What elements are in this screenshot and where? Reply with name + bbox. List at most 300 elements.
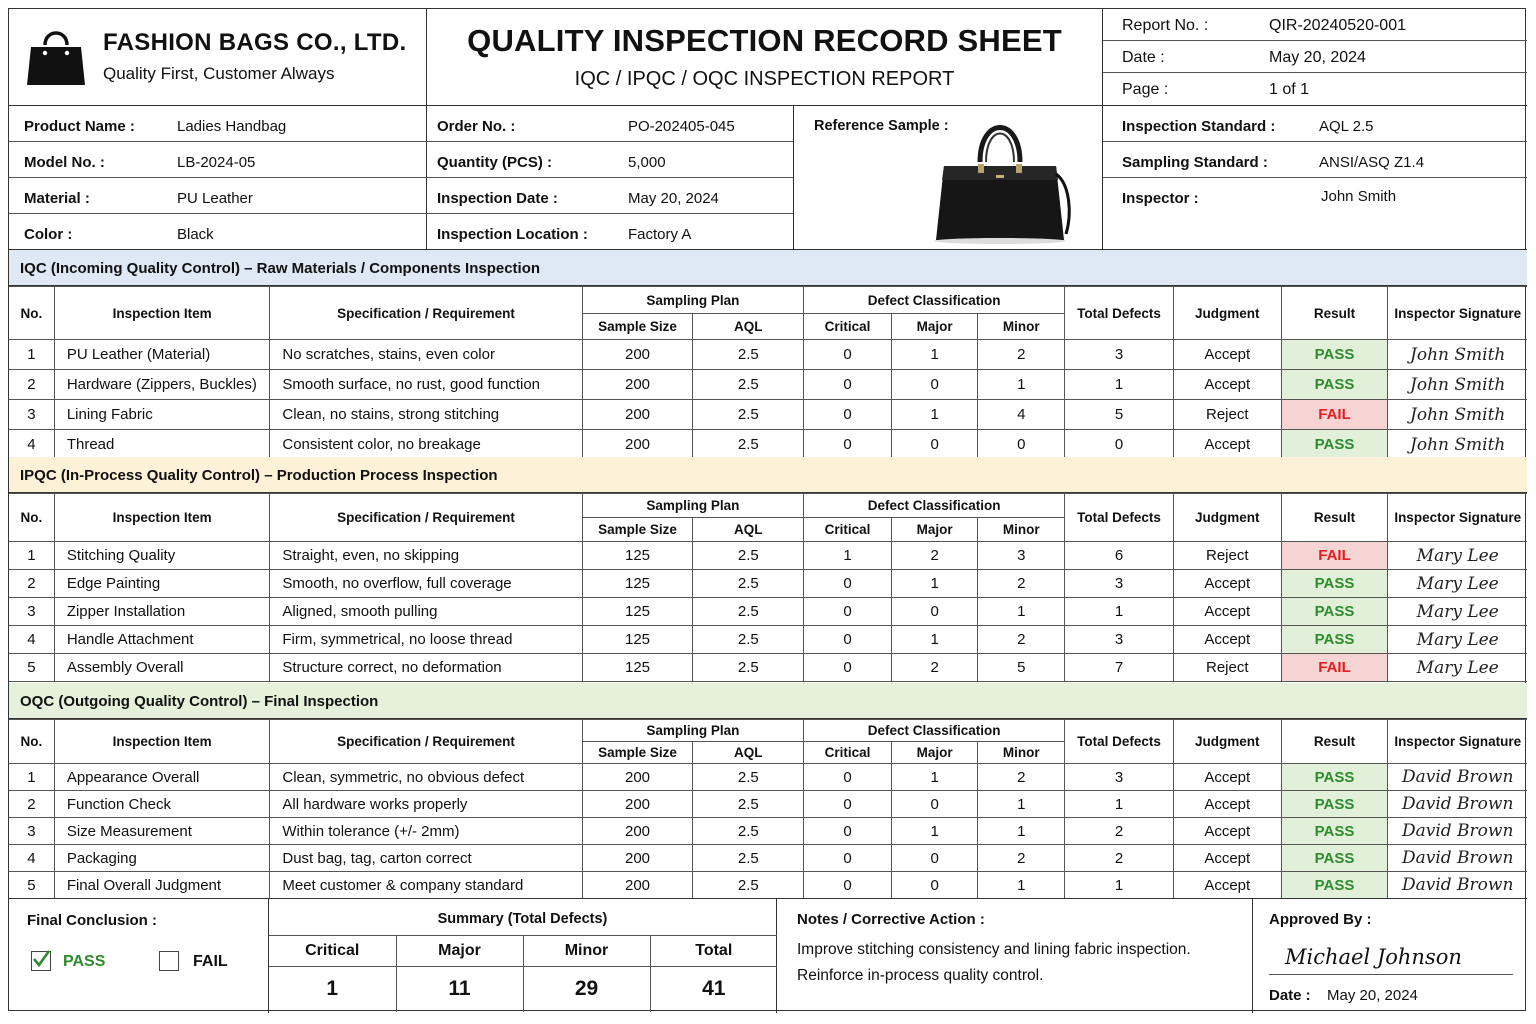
cell-judgment: Accept bbox=[1173, 818, 1281, 845]
inspector-signature: Mary Lee bbox=[1388, 654, 1527, 682]
report-meta bbox=[1103, 9, 1527, 106]
cell-judgment: Accept bbox=[1173, 791, 1281, 818]
cell-aql: 2.5 bbox=[693, 791, 804, 818]
oqc-table bbox=[9, 719, 1527, 899]
cell-total: 7 bbox=[1065, 654, 1174, 682]
cell-judgment: Accept bbox=[1173, 598, 1281, 626]
handbag-sample-image bbox=[920, 114, 1080, 244]
cell-total: 6 bbox=[1065, 542, 1174, 570]
handbag-icon bbox=[25, 23, 87, 87]
cell-minor: 2 bbox=[978, 764, 1065, 791]
cell-sample: 200 bbox=[582, 340, 693, 370]
cell-no: 5 bbox=[9, 872, 54, 899]
sheet-footer bbox=[9, 898, 1527, 1012]
notes-label: Notes / Corrective Action : bbox=[797, 911, 985, 928]
col-header-spec: Specification / Requirement bbox=[270, 287, 582, 340]
final-conclusion-label: Final Conclusion : bbox=[27, 912, 157, 929]
product-info bbox=[9, 106, 1527, 250]
col-header-item: Inspection Item bbox=[54, 287, 270, 340]
table-row bbox=[9, 542, 1527, 570]
col-header-critical: Critical bbox=[804, 314, 892, 340]
result-badge: PASS bbox=[1281, 570, 1388, 598]
cell-aql: 2.5 bbox=[693, 598, 804, 626]
table-row bbox=[9, 370, 1527, 400]
cell-total: 1 bbox=[1065, 791, 1174, 818]
cell-item: Thread bbox=[54, 430, 270, 460]
cell-spec: Consistent color, no breakage bbox=[270, 430, 582, 460]
col-header-result: Result bbox=[1281, 494, 1388, 542]
cell-item: Lining Fabric bbox=[54, 400, 270, 430]
title-block bbox=[427, 9, 1103, 106]
cell-spec: Clean, no stains, strong stitching bbox=[270, 400, 582, 430]
cell-aql: 2.5 bbox=[693, 845, 804, 872]
cell-spec: Within tolerance (+/- 2mm) bbox=[270, 818, 582, 845]
cell-item: Appearance Overall bbox=[54, 764, 270, 791]
fail-checkbox[interactable] bbox=[159, 951, 179, 971]
table-row bbox=[9, 845, 1527, 872]
cell-spec: Structure correct, no deformation bbox=[270, 654, 582, 682]
inspection-date-value: May 20, 2024 bbox=[628, 190, 719, 207]
company-block bbox=[9, 9, 427, 106]
order-no-value: PO-202405-045 bbox=[628, 118, 735, 135]
cell-major: 0 bbox=[891, 370, 978, 400]
col-header-defect-classification: Defect Classification bbox=[804, 494, 1065, 518]
result-badge: PASS bbox=[1281, 872, 1388, 899]
cell-major: 0 bbox=[891, 430, 978, 460]
inspection-location-row bbox=[427, 214, 793, 250]
cell-critical: 0 bbox=[804, 626, 892, 654]
col-header-critical: Critical bbox=[804, 742, 892, 764]
result-badge: PASS bbox=[1281, 598, 1388, 626]
quantity-value: 5,000 bbox=[628, 154, 666, 171]
cell-major: 1 bbox=[891, 626, 978, 654]
inspector-signature: Mary Lee bbox=[1388, 570, 1527, 598]
col-header-minor: Minor bbox=[978, 314, 1065, 340]
cell-sample: 125 bbox=[582, 570, 693, 598]
inspector-signature: John Smith bbox=[1388, 370, 1527, 400]
cell-no: 4 bbox=[9, 430, 54, 460]
summary-major-label: Major bbox=[396, 936, 523, 967]
cell-critical: 0 bbox=[804, 845, 892, 872]
cell-major: 1 bbox=[891, 570, 978, 598]
cell-sample: 125 bbox=[582, 626, 693, 654]
cell-item: Hardware (Zippers, Buckles) bbox=[54, 370, 270, 400]
table-row bbox=[9, 340, 1527, 370]
cell-major: 2 bbox=[891, 654, 978, 682]
cell-aql: 2.5 bbox=[693, 340, 804, 370]
col-header-sample-size: Sample Size bbox=[582, 742, 693, 764]
cell-judgment: Accept bbox=[1173, 570, 1281, 598]
cell-no: 1 bbox=[9, 764, 54, 791]
ipqc-section-title: IPQC (In-Process Quality Control) – Production Process Inspection bbox=[9, 457, 1527, 493]
cell-critical: 0 bbox=[804, 400, 892, 430]
cell-critical: 0 bbox=[804, 818, 892, 845]
cell-spec: Straight, even, no skipping bbox=[270, 542, 582, 570]
inspector-signature: David Brown bbox=[1388, 791, 1527, 818]
summary-minor-value: 29 bbox=[523, 967, 650, 1012]
cell-sample: 200 bbox=[582, 845, 693, 872]
product-name-row bbox=[9, 106, 427, 142]
approval-date-value: May 20, 2024 bbox=[1327, 987, 1418, 1004]
model-no-label: Model No. : bbox=[24, 154, 105, 171]
col-header-total-defects: Total Defects bbox=[1065, 287, 1174, 340]
cell-judgment: Accept bbox=[1173, 872, 1281, 899]
cell-spec: Meet customer & company standard bbox=[270, 872, 582, 899]
col-header-minor: Minor bbox=[978, 518, 1065, 542]
sampling-standard-label: Sampling Standard : bbox=[1122, 154, 1268, 171]
material-row bbox=[9, 178, 427, 214]
product-info-col-3 bbox=[1103, 106, 1527, 250]
inspection-standard-value: AQL 2.5 bbox=[1319, 118, 1374, 135]
cell-aql: 2.5 bbox=[693, 872, 804, 899]
cell-spec: Smooth, no overflow, full coverage bbox=[270, 570, 582, 598]
summary-total-label: Total bbox=[650, 936, 777, 967]
cell-judgment: Accept bbox=[1173, 370, 1281, 400]
iqc-section-title: IQC (Incoming Quality Control) – Raw Materials / Components Inspection bbox=[9, 250, 1527, 286]
product-info-col-1 bbox=[9, 106, 427, 250]
cell-judgment: Reject bbox=[1173, 654, 1281, 682]
checkmark-icon bbox=[31, 949, 51, 969]
report-no-value: QIR-20240520-001 bbox=[1269, 17, 1406, 34]
inspector-signature: David Brown bbox=[1388, 845, 1527, 872]
cell-spec: Clean, symmetric, no obvious defect bbox=[270, 764, 582, 791]
summary-title: Summary (Total Defects) bbox=[437, 911, 608, 927]
result-badge: FAIL bbox=[1281, 400, 1388, 430]
cell-total: 1 bbox=[1065, 370, 1174, 400]
material-value: PU Leather bbox=[177, 190, 253, 207]
page-title: QUALITY INSPECTION RECORD SHEET bbox=[467, 23, 1062, 58]
col-header-aql: AQL bbox=[693, 518, 804, 542]
result-badge: PASS bbox=[1281, 340, 1388, 370]
summary-total-value: 41 bbox=[650, 967, 777, 1012]
cell-aql: 2.5 bbox=[693, 370, 804, 400]
cell-item: Edge Painting bbox=[54, 570, 270, 598]
inspection-location-label: Inspection Location : bbox=[437, 226, 588, 243]
cell-item: Packaging bbox=[54, 845, 270, 872]
col-header-judgment: Judgment bbox=[1173, 287, 1281, 340]
col-header-sample-size: Sample Size bbox=[582, 314, 693, 340]
table-row bbox=[9, 872, 1527, 899]
result-badge: FAIL bbox=[1281, 654, 1388, 682]
cell-aql: 2.5 bbox=[693, 430, 804, 460]
cell-spec: No scratches, stains, even color bbox=[270, 340, 582, 370]
cell-no: 3 bbox=[9, 598, 54, 626]
cell-judgment: Accept bbox=[1173, 340, 1281, 370]
cell-minor: 1 bbox=[978, 791, 1065, 818]
summary-major-value: 11 bbox=[396, 967, 523, 1012]
sampling-standard-value: ANSI/ASQ Z1.4 bbox=[1319, 154, 1425, 171]
product-name-label: Product Name : bbox=[24, 118, 135, 135]
inspector-row bbox=[1103, 178, 1527, 214]
result-badge: PASS bbox=[1281, 818, 1388, 845]
inspector-signature: Mary Lee bbox=[1388, 598, 1527, 626]
cell-critical: 0 bbox=[804, 598, 892, 626]
cell-aql: 2.5 bbox=[693, 400, 804, 430]
col-header-signature: Inspector Signature bbox=[1388, 720, 1527, 764]
report-date-label: Date : bbox=[1122, 49, 1165, 66]
signature-line bbox=[1269, 974, 1513, 975]
cell-sample: 200 bbox=[582, 430, 693, 460]
order-no-row bbox=[427, 106, 793, 142]
inspector-signature: David Brown bbox=[1388, 872, 1527, 899]
summary-critical-label: Critical bbox=[269, 936, 396, 967]
col-header-sampling-plan: Sampling Plan bbox=[582, 287, 804, 314]
cell-total: 3 bbox=[1065, 340, 1174, 370]
material-label: Material : bbox=[24, 190, 90, 207]
cell-no: 5 bbox=[9, 654, 54, 682]
cell-critical: 0 bbox=[804, 430, 892, 460]
note-line: Reinforce in-process quality control. bbox=[797, 967, 1044, 984]
cell-critical: 0 bbox=[804, 340, 892, 370]
cell-total: 3 bbox=[1065, 570, 1174, 598]
cell-sample: 125 bbox=[582, 654, 693, 682]
summary-minor-label: Minor bbox=[523, 936, 650, 967]
cell-total: 0 bbox=[1065, 430, 1174, 460]
quantity-row bbox=[427, 142, 793, 178]
cell-total: 2 bbox=[1065, 818, 1174, 845]
col-header-no: No. bbox=[9, 287, 54, 340]
cell-judgment: Accept bbox=[1173, 845, 1281, 872]
col-header-no: No. bbox=[9, 494, 54, 542]
cell-aql: 2.5 bbox=[693, 542, 804, 570]
cell-major: 1 bbox=[891, 340, 978, 370]
table-row bbox=[9, 818, 1527, 845]
cell-minor: 2 bbox=[978, 626, 1065, 654]
cell-no: 1 bbox=[9, 542, 54, 570]
result-badge: PASS bbox=[1281, 370, 1388, 400]
result-badge: PASS bbox=[1281, 845, 1388, 872]
table-row bbox=[9, 626, 1527, 654]
inspection-standard-row bbox=[1103, 106, 1527, 142]
color-row bbox=[9, 214, 427, 250]
col-header-judgment: Judgment bbox=[1173, 494, 1281, 542]
inspector-signature: John Smith bbox=[1388, 340, 1527, 370]
cell-major: 0 bbox=[891, 598, 978, 626]
col-header-major: Major bbox=[891, 314, 978, 340]
inspector-signature: Mary Lee bbox=[1388, 542, 1527, 570]
col-header-spec: Specification / Requirement bbox=[270, 720, 582, 764]
col-header-sampling-plan: Sampling Plan bbox=[582, 720, 804, 742]
report-no-label: Report No. : bbox=[1122, 17, 1209, 34]
cell-sample: 200 bbox=[582, 370, 693, 400]
result-badge: PASS bbox=[1281, 430, 1388, 460]
company-slogan: Quality First, Customer Always bbox=[103, 64, 335, 83]
result-badge: PASS bbox=[1281, 764, 1388, 791]
cell-minor: 3 bbox=[978, 542, 1065, 570]
defect-summary bbox=[269, 899, 777, 1013]
ipqc-table bbox=[9, 493, 1527, 682]
page-value: 1 of 1 bbox=[1269, 81, 1310, 98]
cell-sample: 125 bbox=[582, 542, 693, 570]
summary-critical-value: 1 bbox=[269, 967, 396, 1012]
cell-minor: 2 bbox=[978, 570, 1065, 598]
page-row bbox=[1103, 73, 1527, 105]
model-no-row bbox=[9, 142, 427, 178]
table-row bbox=[9, 570, 1527, 598]
table-row bbox=[9, 791, 1527, 818]
inspector-value: John Smith bbox=[1321, 188, 1397, 205]
cell-no: 2 bbox=[9, 370, 54, 400]
color-value: Black bbox=[177, 226, 214, 243]
cell-judgment: Accept bbox=[1173, 626, 1281, 654]
col-header-major: Major bbox=[891, 518, 978, 542]
col-header-major: Major bbox=[891, 742, 978, 764]
cell-critical: 0 bbox=[804, 872, 892, 899]
approved-by-label: Approved By : bbox=[1269, 911, 1372, 928]
cell-item: Stitching Quality bbox=[54, 542, 270, 570]
col-header-defect-classification: Defect Classification bbox=[804, 287, 1065, 314]
cell-sample: 200 bbox=[582, 872, 693, 899]
cell-minor: 2 bbox=[978, 340, 1065, 370]
cell-aql: 2.5 bbox=[693, 818, 804, 845]
col-header-minor: Minor bbox=[978, 742, 1065, 764]
cell-item: Function Check bbox=[54, 791, 270, 818]
cell-spec: Dust bag, tag, carton correct bbox=[270, 845, 582, 872]
cell-item: Final Overall Judgment bbox=[54, 872, 270, 899]
inspector-signature: David Brown bbox=[1388, 764, 1527, 791]
table-row bbox=[9, 764, 1527, 791]
cell-critical: 0 bbox=[804, 570, 892, 598]
col-header-signature: Inspector Signature bbox=[1388, 494, 1527, 542]
quantity-label: Quantity (PCS) : bbox=[437, 154, 552, 171]
fail-label: FAIL bbox=[193, 953, 228, 970]
cell-minor: 4 bbox=[978, 400, 1065, 430]
cell-no: 1 bbox=[9, 340, 54, 370]
cell-spec: Aligned, smooth pulling bbox=[270, 598, 582, 626]
col-header-item: Inspection Item bbox=[54, 720, 270, 764]
result-badge: PASS bbox=[1281, 626, 1388, 654]
page-subtitle: IQC / IPQC / OQC INSPECTION REPORT bbox=[574, 68, 955, 90]
cell-sample: 125 bbox=[582, 598, 693, 626]
inspector-signature: Mary Lee bbox=[1388, 626, 1527, 654]
cell-spec: All hardware works properly bbox=[270, 791, 582, 818]
cell-no: 4 bbox=[9, 626, 54, 654]
notes-block bbox=[777, 899, 1253, 1013]
cell-major: 1 bbox=[891, 818, 978, 845]
col-header-aql: AQL bbox=[693, 314, 804, 340]
cell-item: Handle Attachment bbox=[54, 626, 270, 654]
report-date-value: May 20, 2024 bbox=[1269, 49, 1366, 66]
cell-no: 3 bbox=[9, 818, 54, 845]
cell-no: 2 bbox=[9, 570, 54, 598]
cell-aql: 2.5 bbox=[693, 654, 804, 682]
cell-item: Size Measurement bbox=[54, 818, 270, 845]
summary-table bbox=[269, 935, 777, 1012]
col-header-sampling-plan: Sampling Plan bbox=[582, 494, 804, 518]
inspector-signature: David Brown bbox=[1388, 818, 1527, 845]
sampling-standard-row bbox=[1103, 142, 1527, 178]
inspector-signature: John Smith bbox=[1388, 430, 1527, 460]
col-header-judgment: Judgment bbox=[1173, 720, 1281, 764]
cell-total: 1 bbox=[1065, 872, 1174, 899]
cell-minor: 1 bbox=[978, 598, 1065, 626]
result-badge: PASS bbox=[1281, 791, 1388, 818]
cell-spec: Smooth surface, no rust, good function bbox=[270, 370, 582, 400]
cell-item: PU Leather (Material) bbox=[54, 340, 270, 370]
result-badge: FAIL bbox=[1281, 542, 1388, 570]
pass-checkbox[interactable] bbox=[31, 951, 51, 971]
inspection-date-label: Inspection Date : bbox=[437, 190, 558, 207]
table-row bbox=[9, 430, 1527, 460]
oqc-section-title: OQC (Outgoing Quality Control) – Final Inspection bbox=[9, 683, 1527, 719]
cell-total: 2 bbox=[1065, 845, 1174, 872]
cell-major: 1 bbox=[891, 764, 978, 791]
cell-item: Zipper Installation bbox=[54, 598, 270, 626]
col-header-spec: Specification / Requirement bbox=[270, 494, 582, 542]
cell-judgment: Reject bbox=[1173, 542, 1281, 570]
approval-date-label: Date : bbox=[1269, 987, 1311, 1004]
cell-spec: Firm, symmetrical, no loose thread bbox=[270, 626, 582, 654]
approval-block bbox=[1253, 899, 1527, 1013]
sheet-header bbox=[9, 9, 1527, 106]
cell-minor: 1 bbox=[978, 370, 1065, 400]
page-label: Page : bbox=[1122, 81, 1169, 98]
col-header-defect-classification: Defect Classification bbox=[804, 720, 1065, 742]
product-name-value: Ladies Handbag bbox=[177, 118, 287, 135]
inspection-date-row bbox=[427, 178, 793, 214]
cell-sample: 200 bbox=[582, 400, 693, 430]
inspector-label: Inspector : bbox=[1122, 190, 1199, 207]
cell-total: 3 bbox=[1065, 626, 1174, 654]
col-header-total-defects: Total Defects bbox=[1065, 494, 1174, 542]
cell-sample: 200 bbox=[582, 791, 693, 818]
cell-critical: 1 bbox=[804, 542, 892, 570]
col-header-no: No. bbox=[9, 720, 54, 764]
final-conclusion bbox=[9, 899, 269, 1013]
col-header-total-defects: Total Defects bbox=[1065, 720, 1174, 764]
product-info-col-2 bbox=[427, 106, 793, 250]
cell-critical: 0 bbox=[804, 791, 892, 818]
inspection-sheet bbox=[8, 8, 1526, 1011]
model-no-value: LB-2024-05 bbox=[177, 154, 256, 171]
cell-item: Assembly Overall bbox=[54, 654, 270, 682]
col-header-critical: Critical bbox=[804, 518, 892, 542]
cell-major: 2 bbox=[891, 542, 978, 570]
inspection-location-value: Factory A bbox=[628, 226, 692, 243]
table-row bbox=[9, 400, 1527, 430]
cell-aql: 2.5 bbox=[693, 626, 804, 654]
cell-critical: 0 bbox=[804, 370, 892, 400]
col-header-sample-size: Sample Size bbox=[582, 518, 693, 542]
cell-sample: 200 bbox=[582, 818, 693, 845]
cell-judgment: Accept bbox=[1173, 430, 1281, 460]
approver-signature: Michael Johnson bbox=[1285, 945, 1462, 969]
cell-minor: 1 bbox=[978, 872, 1065, 899]
pass-label: PASS bbox=[63, 953, 106, 970]
cell-sample: 200 bbox=[582, 764, 693, 791]
cell-no: 3 bbox=[9, 400, 54, 430]
cell-minor: 2 bbox=[978, 845, 1065, 872]
cell-critical: 0 bbox=[804, 764, 892, 791]
iqc-table bbox=[9, 286, 1527, 460]
cell-major: 0 bbox=[891, 872, 978, 899]
col-header-aql: AQL bbox=[693, 742, 804, 764]
reference-sample-label: Reference Sample : bbox=[814, 118, 949, 134]
cell-major: 1 bbox=[891, 400, 978, 430]
cell-minor: 0 bbox=[978, 430, 1065, 460]
cell-aql: 2.5 bbox=[693, 570, 804, 598]
cell-judgment: Reject bbox=[1173, 400, 1281, 430]
report-date-row bbox=[1103, 41, 1527, 73]
order-no-label: Order No. : bbox=[437, 118, 516, 135]
col-header-result: Result bbox=[1281, 287, 1388, 340]
col-header-signature: Inspector Signature bbox=[1388, 287, 1527, 340]
cell-major: 0 bbox=[891, 845, 978, 872]
cell-judgment: Accept bbox=[1173, 764, 1281, 791]
cell-minor: 1 bbox=[978, 818, 1065, 845]
col-header-item: Inspection Item bbox=[54, 494, 270, 542]
col-header-result: Result bbox=[1281, 720, 1388, 764]
